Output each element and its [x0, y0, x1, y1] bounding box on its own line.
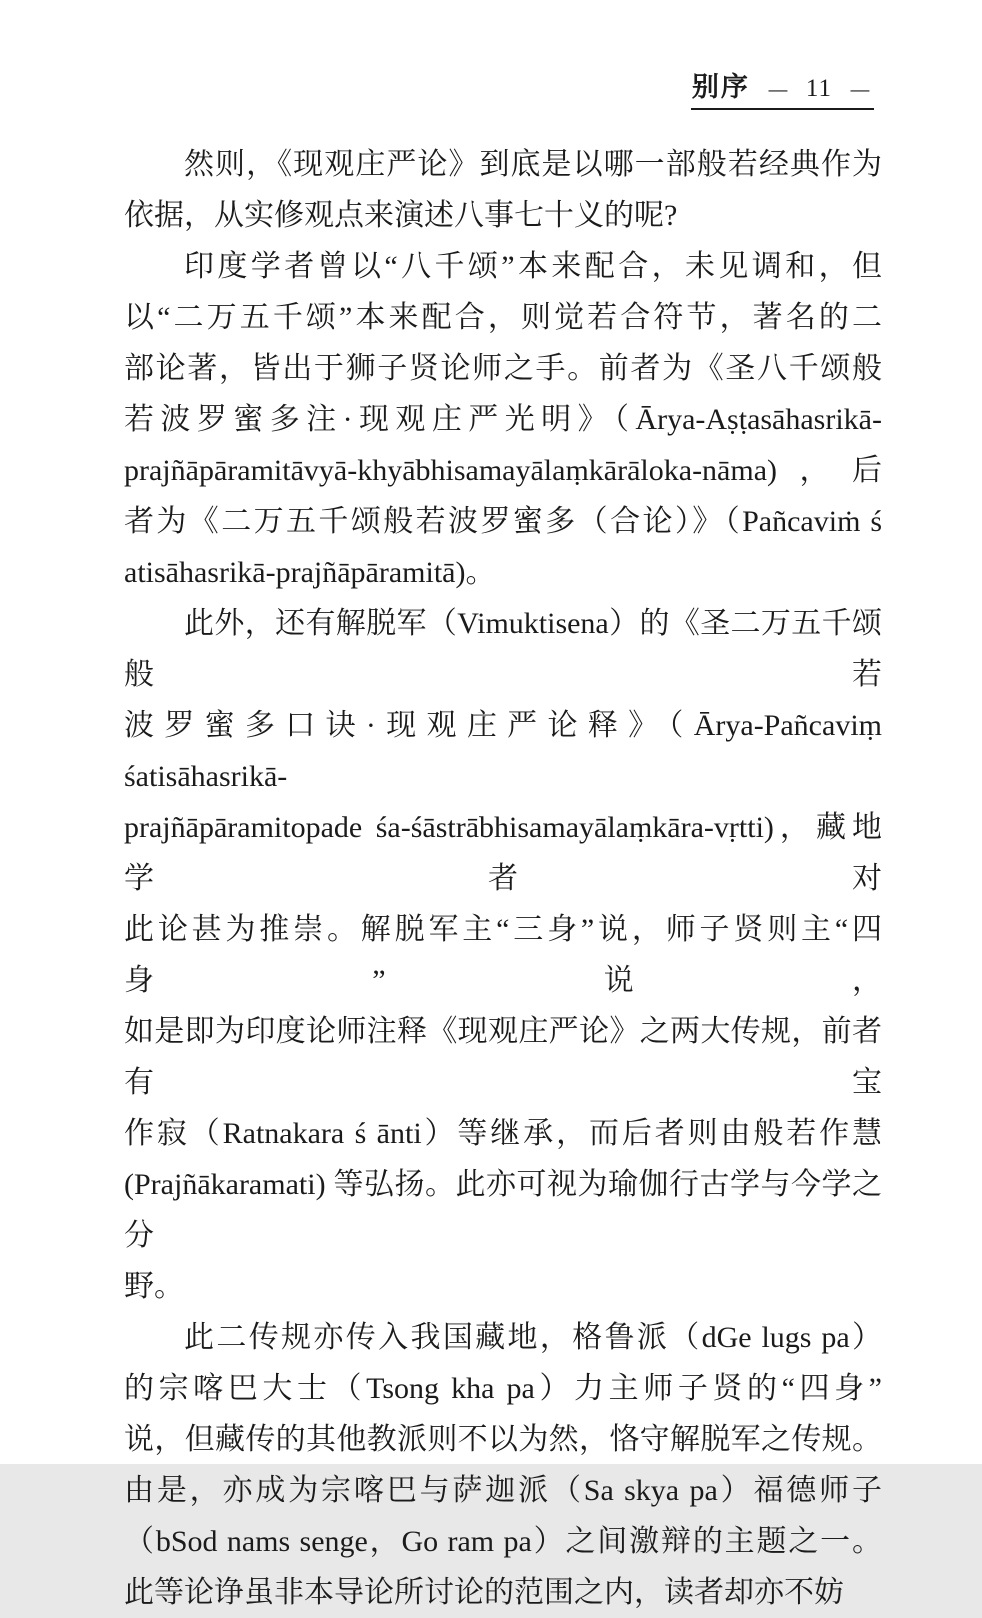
text-line: 此外，还有解脱军（Vimuktisena）的《圣二万五千颂般若 — [124, 607, 882, 691]
text-line: （bSod nams senge，Go ram pa）之间激辩的主题之一。 — [124, 1525, 882, 1558]
page-header — [691, 74, 874, 110]
text-line: 作寂（Ratnakara ś ānti）等继承，而后者则由般若作慧 — [124, 1117, 882, 1150]
text-line: 波罗蜜多口诀·现观庄严论释》（Ārya-Pañcaviṃ śatisāhasrikā- — [124, 709, 882, 793]
text-line: 说，但藏传的其他教派则不以为然，恪守解脱军之传规。 — [124, 1423, 882, 1456]
paragraph — [124, 241, 882, 598]
paragraph — [124, 598, 882, 1312]
text-line: 印度学者曾以“八千颂”本来配合，未见调和，但 — [184, 250, 882, 283]
text-line: 由是，亦成为宗喀巴与萨迦派（Sa skya pa）福德师子 — [124, 1474, 882, 1507]
text-line: 部论著，皆出于狮子贤论师之手。前者为《圣八千颂般 — [124, 352, 882, 385]
text-line: 如是即为印度论师注释《现观庄严论》之两大传规，前者有宝 — [124, 1015, 882, 1099]
text-line: (Prajñākaramati) 等弘扬。此亦可视为瑜伽行古学与今学之分 — [124, 1168, 882, 1252]
text-line: atisāhasrikā-prajñāpāramitā)。 — [124, 556, 496, 589]
text-line: 依据，从实修观点来演述八事七十义的呢? — [124, 199, 678, 232]
text-line: 此二传规亦传入我国藏地，格鲁派（dGe lugs pa） — [184, 1321, 882, 1354]
text-line: 者为《二万五千颂般若波罗蜜多（合论）》（Pañcaviṁ ś — [124, 505, 882, 538]
header-dash-left: — — [768, 76, 788, 101]
paragraph — [124, 139, 882, 241]
header-dash-right: — — [850, 76, 870, 101]
text-line: prajñāpāramitāvyā-khyābhisamayālaṃkārāloka-nāma)，后 — [124, 454, 882, 487]
text-line: 若波罗蜜多注·现观庄严光明》（Ārya-Aṣṭasāhasrikā- — [124, 403, 882, 436]
section-title: 别序 — [691, 72, 750, 102]
text-line: 然则，《现观庄严论》到底是以哪一部般若经典作为 — [184, 148, 882, 181]
text-line: 此等论诤虽非本导论所讨论的范围之内，读者却亦不妨 — [124, 1576, 844, 1609]
text-line: 野。 — [124, 1270, 184, 1303]
text-line: 以“二万五千颂”本来配合，则觉若合符节，著名的二 — [124, 301, 882, 334]
text-line: prajñāpāramitopade śa-śāstrābhisamayālaṃkāra-vṛtti)，藏地学者对 — [124, 811, 882, 895]
page-body — [124, 139, 882, 1618]
text-line: 此论甚为推崇。解脱军主“三身”说，师子贤则主“四身”说， — [124, 913, 882, 997]
text-line: 的宗喀巴大士（Tsong kha pa）力主师子贤的“四身” — [124, 1372, 882, 1405]
running-head — [691, 74, 874, 110]
paragraph — [124, 1312, 882, 1618]
page-number: 11 — [805, 75, 832, 102]
